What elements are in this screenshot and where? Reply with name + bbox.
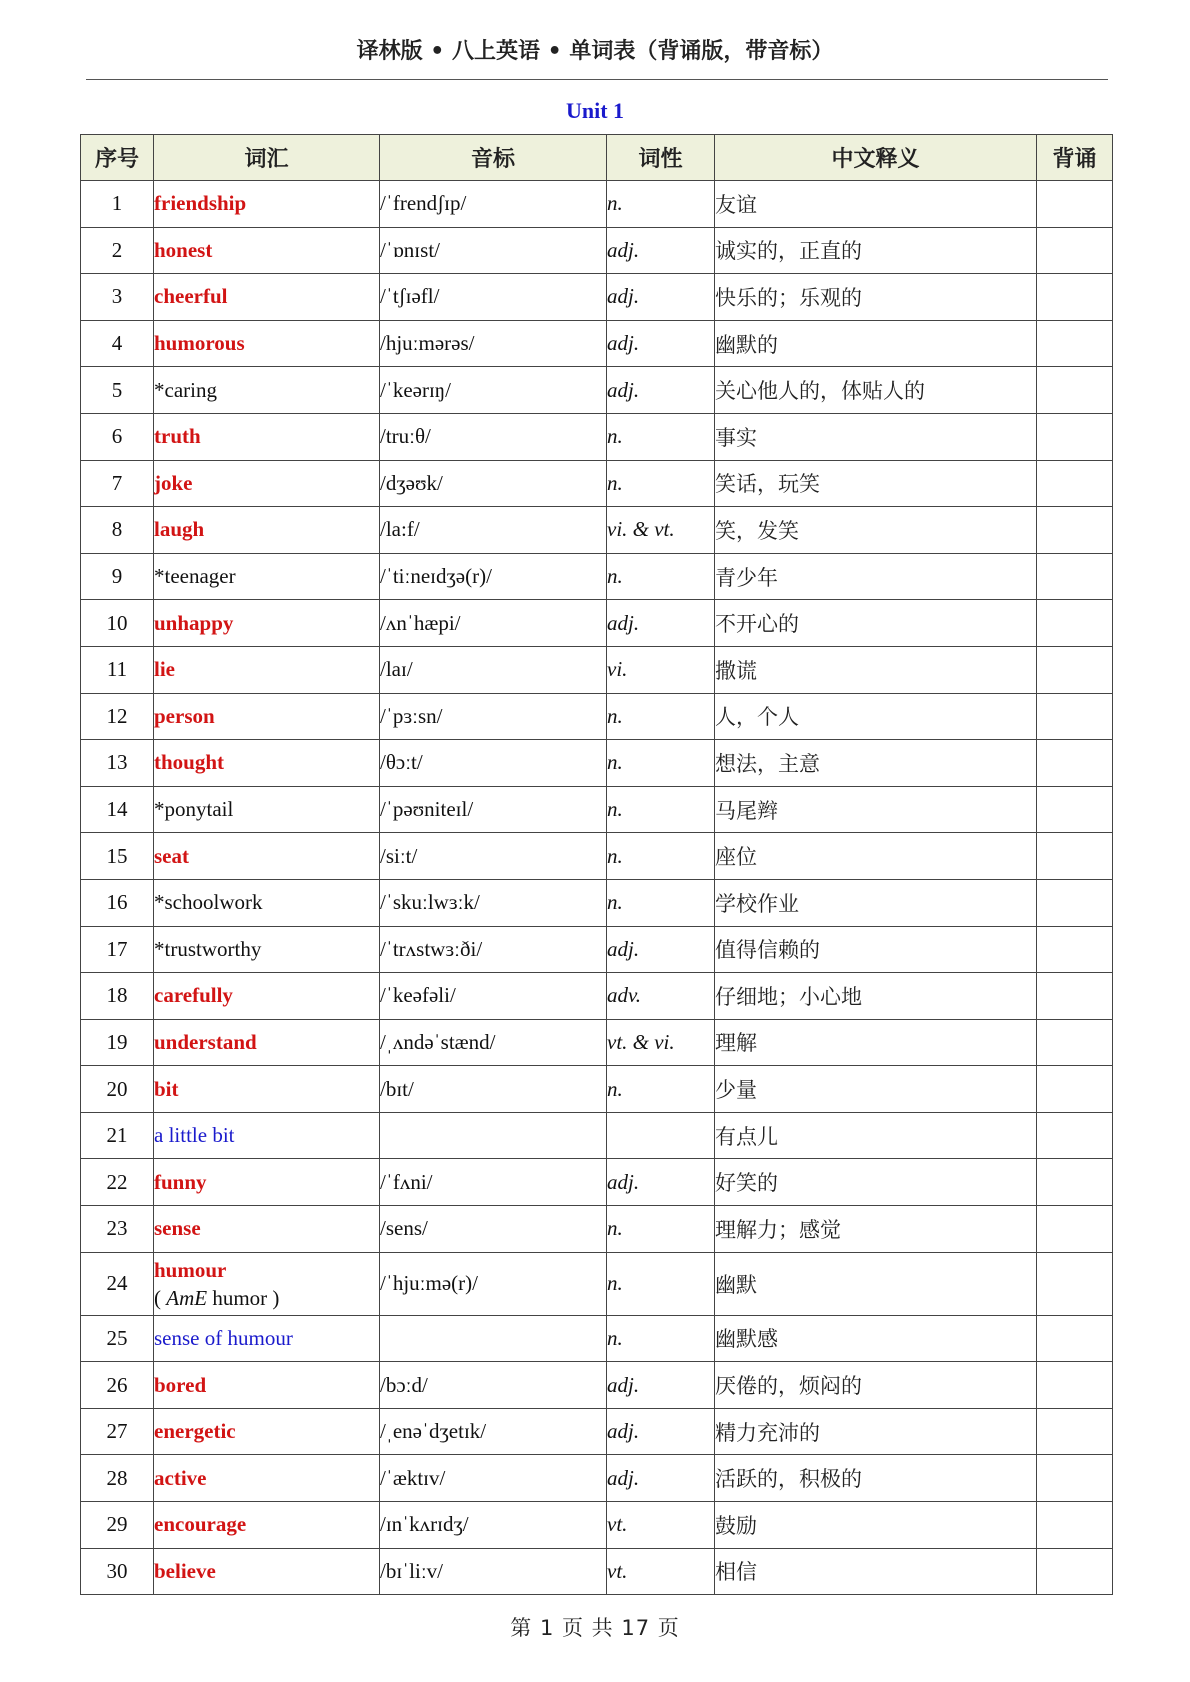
chinese-meaning: 座位: [715, 833, 1037, 880]
row-number: 18: [81, 973, 154, 1020]
table-row: [81, 367, 1113, 414]
recite-cell: [1037, 879, 1113, 926]
recite-cell: [1037, 1548, 1113, 1595]
vocab-word: [154, 879, 380, 926]
table-row: [81, 507, 1113, 554]
chinese-meaning: 相信: [715, 1548, 1037, 1595]
table-row: [81, 320, 1113, 367]
recite-cell: [1037, 460, 1113, 507]
row-number: 29: [81, 1502, 154, 1549]
chinese-meaning: 友谊: [715, 181, 1037, 228]
recite-cell: [1037, 740, 1113, 787]
phonetic: [380, 1315, 607, 1362]
row-number: 30: [81, 1548, 154, 1595]
vocab-word: [154, 320, 380, 367]
row-number: 16: [81, 879, 154, 926]
part-of-speech: n.: [607, 786, 715, 833]
row-number: 19: [81, 1019, 154, 1066]
recite-cell: [1037, 1159, 1113, 1206]
vocab-word-text: cheerful: [154, 284, 228, 309]
part-of-speech: n.: [607, 1252, 715, 1315]
table-row: [81, 1315, 1113, 1362]
part-of-speech: adj.: [607, 1408, 715, 1455]
row-number: 14: [81, 786, 154, 833]
vocab-word: [154, 786, 380, 833]
row-number: 25: [81, 1315, 154, 1362]
recite-cell: [1037, 926, 1113, 973]
phonetic: /ˈtʃɪəfl/: [380, 274, 607, 321]
header-word: 词汇: [154, 135, 380, 181]
table-row: [81, 1019, 1113, 1066]
part-of-speech: n.: [607, 693, 715, 740]
part-of-speech: n.: [607, 553, 715, 600]
recite-cell: [1037, 553, 1113, 600]
chinese-meaning: 笑，发笑: [715, 507, 1037, 554]
table-row: [81, 646, 1113, 693]
header-phonetic: 音标: [380, 135, 607, 181]
table-row: [81, 693, 1113, 740]
table-row: [81, 1408, 1113, 1455]
vocab-word-text: active: [154, 1465, 207, 1490]
vocabulary-table: [80, 134, 1113, 1595]
vocab-word-text: unhappy: [154, 610, 234, 635]
vocab-word-text: bored: [154, 1372, 207, 1397]
phonetic: /laɪ/: [380, 646, 607, 693]
vocab-word: [154, 1502, 380, 1549]
recite-cell: [1037, 367, 1113, 414]
part-of-speech: n.: [607, 1206, 715, 1253]
recite-cell: [1037, 1252, 1113, 1315]
vocab-word: [154, 1362, 380, 1409]
chinese-meaning: 诚实的，正直的: [715, 227, 1037, 274]
unit-heading: Unit 1: [565, 98, 625, 123]
table-row: [81, 181, 1113, 228]
chinese-meaning: 理解: [715, 1019, 1037, 1066]
recite-cell: [1037, 693, 1113, 740]
part-of-speech: adj.: [607, 367, 715, 414]
table-row: [81, 460, 1113, 507]
vocab-word-text: friendship: [154, 191, 247, 216]
chinese-meaning: 快乐的；乐观的: [715, 274, 1037, 321]
recite-cell: [1037, 181, 1113, 228]
recite-cell: [1037, 833, 1113, 880]
chinese-meaning: 学校作业: [715, 879, 1037, 926]
vocab-word-text: humour: [154, 1257, 227, 1282]
chinese-meaning: 好笑的: [715, 1159, 1037, 1206]
table-header-row: [81, 135, 1113, 181]
part-of-speech: [607, 1112, 715, 1159]
table-row: [81, 786, 1113, 833]
part-of-speech: vt. & vi.: [607, 1019, 715, 1066]
chinese-meaning: 值得信赖的: [715, 926, 1037, 973]
vocab-word: [154, 1548, 380, 1595]
chinese-meaning: 事实: [715, 413, 1037, 460]
row-number: 21: [81, 1112, 154, 1159]
part-of-speech: vt.: [607, 1502, 715, 1549]
phonetic: /ˈtiːneɪdʒə(r)/: [380, 553, 607, 600]
row-number: 1: [81, 181, 154, 228]
recite-cell: [1037, 320, 1113, 367]
recite-cell: [1037, 786, 1113, 833]
part-of-speech: n.: [607, 1315, 715, 1362]
vocab-word-text: energetic: [154, 1419, 236, 1444]
table-row: [81, 1548, 1113, 1595]
vocab-word: [154, 646, 380, 693]
phonetic: /ˈkeərɪŋ/: [380, 367, 607, 414]
vocab-word: [154, 553, 380, 600]
vocab-word: [154, 1455, 380, 1502]
chinese-meaning: 关心他人的，体贴人的: [715, 367, 1037, 414]
row-number: 17: [81, 926, 154, 973]
vocab-word-text: encourage: [154, 1512, 247, 1537]
part-of-speech: adj.: [607, 227, 715, 274]
part-of-speech: vi. & vt.: [607, 507, 715, 554]
recite-cell: [1037, 1362, 1113, 1409]
header-number: 序号: [81, 135, 154, 181]
vocab-word: [154, 833, 380, 880]
vocab-word: [154, 1206, 380, 1253]
chinese-meaning: 厌倦的，烦闷的: [715, 1362, 1037, 1409]
phonetic: /ˌenəˈdʒetɪk/: [380, 1408, 607, 1455]
part-of-speech: adj.: [607, 600, 715, 647]
recite-cell: [1037, 1066, 1113, 1113]
vocab-word-text: *trustworthy: [154, 936, 262, 961]
phonetic: /ˈhjuːmə(r)/: [380, 1252, 607, 1315]
table-row: [81, 274, 1113, 321]
recite-cell: [1037, 1112, 1113, 1159]
chinese-meaning: 幽默的: [715, 320, 1037, 367]
part-of-speech: n.: [607, 460, 715, 507]
table-row: [81, 740, 1113, 787]
vocab-word: [154, 1019, 380, 1066]
variant-label: AmE: [166, 1285, 208, 1310]
title-divider: [86, 79, 1108, 80]
row-number: 7: [81, 460, 154, 507]
recite-cell: [1037, 600, 1113, 647]
phonetic: /ʌnˈhæpi/: [380, 600, 607, 647]
vocab-word-text: a little bit: [154, 1123, 235, 1148]
vocab-word: [154, 367, 380, 414]
vocab-word: [154, 507, 380, 554]
header-recite: 背诵: [1037, 135, 1113, 181]
phonetic: /ˌʌndəˈstænd/: [380, 1019, 607, 1066]
table-row: [81, 1252, 1113, 1315]
vocabulary-table-body: [81, 181, 1113, 1595]
row-number: 5: [81, 367, 154, 414]
row-number: 13: [81, 740, 154, 787]
phonetic: /ˈpɜːsn/: [380, 693, 607, 740]
phonetic: [380, 1112, 607, 1159]
chinese-meaning: 精力充沛的: [715, 1408, 1037, 1455]
vocab-word: [154, 1408, 380, 1455]
row-number: 27: [81, 1408, 154, 1455]
header-chinese-meaning: 中文释义: [715, 135, 1037, 181]
row-number: 12: [81, 693, 154, 740]
vocab-word-text: understand: [154, 1029, 257, 1054]
vocab-word: [154, 973, 380, 1020]
vocab-word-text: bit: [154, 1076, 179, 1101]
row-number: 20: [81, 1066, 154, 1113]
part-of-speech: n.: [607, 413, 715, 460]
phonetic: /ˈæktɪv/: [380, 1455, 607, 1502]
part-of-speech: adj.: [607, 274, 715, 321]
row-number: 24: [81, 1252, 154, 1315]
vocab-word-text: truth: [154, 424, 201, 449]
phonetic: /ˈɒnɪst/: [380, 227, 607, 274]
page-title: 译林版 • 八上英语 • 单词表（背诵版，带音标）: [356, 39, 834, 64]
phonetic: /bɔːd/: [380, 1362, 607, 1409]
vocab-word: [154, 600, 380, 647]
vocab-word-text: joke: [154, 470, 193, 495]
chinese-meaning: 有点儿: [715, 1112, 1037, 1159]
vocab-word-text: sense: [154, 1216, 201, 1241]
vocab-word: [154, 227, 380, 274]
row-number: 3: [81, 274, 154, 321]
row-number: 2: [81, 227, 154, 274]
phonetic: /ˈtrʌstwɜːði/: [380, 926, 607, 973]
vocab-word: [154, 1066, 380, 1113]
vocab-word-variant: [154, 1284, 379, 1312]
vocab-word: [154, 181, 380, 228]
table-row: [81, 1206, 1113, 1253]
part-of-speech: adj.: [607, 1455, 715, 1502]
table-row: [81, 879, 1113, 926]
recite-cell: [1037, 973, 1113, 1020]
vocab-word: [154, 740, 380, 787]
vocab-word-text: laugh: [154, 517, 205, 542]
table-row: [81, 227, 1113, 274]
vocab-word-text: believe: [154, 1558, 216, 1583]
chinese-meaning: 少量: [715, 1066, 1037, 1113]
vocab-word-text: humorous: [154, 331, 245, 356]
table-row: [81, 600, 1113, 647]
vocab-word: [154, 274, 380, 321]
vocab-word-text: *schoolwork: [154, 890, 263, 915]
table-row: [81, 1502, 1113, 1549]
recite-cell: [1037, 227, 1113, 274]
row-number: 8: [81, 507, 154, 554]
part-of-speech: adj.: [607, 1159, 715, 1206]
vocab-word: [154, 1315, 380, 1362]
row-number: 15: [81, 833, 154, 880]
vocab-word-text: honest: [154, 237, 213, 262]
row-number: 4: [81, 320, 154, 367]
row-number: 22: [81, 1159, 154, 1206]
phonetic: /sens/: [380, 1206, 607, 1253]
table-row: [81, 973, 1113, 1020]
chinese-meaning: 人，个人: [715, 693, 1037, 740]
phonetic: /ˈfrendʃɪp/: [380, 181, 607, 228]
table-row: [81, 833, 1113, 880]
phonetic: /ˈfʌni/: [380, 1159, 607, 1206]
part-of-speech: n.: [607, 740, 715, 787]
part-of-speech: adj.: [607, 926, 715, 973]
phonetic: /ˈkeəfəli/: [380, 973, 607, 1020]
vocab-word: [154, 693, 380, 740]
vocab-word: [154, 1112, 380, 1159]
vocab-word: [154, 926, 380, 973]
variant-word: humor ): [207, 1285, 280, 1310]
row-number: 11: [81, 646, 154, 693]
recite-cell: [1037, 507, 1113, 554]
recite-cell: [1037, 413, 1113, 460]
phonetic: /θɔːt/: [380, 740, 607, 787]
part-of-speech: adj.: [607, 320, 715, 367]
vocab-word-text: person: [154, 703, 215, 728]
recite-cell: [1037, 1502, 1113, 1549]
part-of-speech: adj.: [607, 1362, 715, 1409]
table-row: [81, 1455, 1113, 1502]
chinese-meaning: 笑话，玩笑: [715, 460, 1037, 507]
table-row: [81, 1066, 1113, 1113]
table-row: [81, 926, 1113, 973]
row-number: 23: [81, 1206, 154, 1253]
chinese-meaning: 活跃的，积极的: [715, 1455, 1037, 1502]
vocab-word: [154, 1159, 380, 1206]
vocab-word-text: seat: [154, 843, 189, 868]
vocab-word-text: thought: [154, 750, 225, 775]
vocab-word-text: funny: [154, 1169, 207, 1194]
chinese-meaning: 撒谎: [715, 646, 1037, 693]
vocab-word-text: *teenager: [154, 564, 236, 589]
vocab-word-text: *caring: [154, 377, 217, 402]
row-number: 10: [81, 600, 154, 647]
recite-cell: [1037, 1019, 1113, 1066]
phonetic: /ˈpəʊniteɪl/: [380, 786, 607, 833]
table-row: [81, 1159, 1113, 1206]
vocab-word: [154, 460, 380, 507]
phonetic: /siːt/: [380, 833, 607, 880]
vocab-word-text: lie: [154, 657, 175, 682]
part-of-speech: n.: [607, 1066, 715, 1113]
chinese-meaning: 幽默感: [715, 1315, 1037, 1362]
recite-cell: [1037, 1408, 1113, 1455]
part-of-speech: adv.: [607, 973, 715, 1020]
chinese-meaning: 仔细地；小心地: [715, 973, 1037, 1020]
recite-cell: [1037, 1206, 1113, 1253]
phonetic: /hjuːmərəs/: [380, 320, 607, 367]
table-row: [81, 1112, 1113, 1159]
chinese-meaning: 鼓励: [715, 1502, 1037, 1549]
vocab-word: [154, 1252, 380, 1315]
row-number: 28: [81, 1455, 154, 1502]
page-footer: 第 1 页 共 17 页: [510, 1616, 680, 1640]
recite-cell: [1037, 1315, 1113, 1362]
chinese-meaning: 马尾辫: [715, 786, 1037, 833]
vocab-word: [154, 413, 380, 460]
phonetic: /bɪˈliːv/: [380, 1548, 607, 1595]
part-of-speech: n.: [607, 879, 715, 926]
recite-cell: [1037, 1455, 1113, 1502]
part-of-speech: vt.: [607, 1548, 715, 1595]
chinese-meaning: 青少年: [715, 553, 1037, 600]
vocab-word-text: sense of humour: [154, 1325, 293, 1350]
part-of-speech: vi.: [607, 646, 715, 693]
phonetic: /dʒəʊk/: [380, 460, 607, 507]
vocab-word-text: carefully: [154, 983, 233, 1008]
table-row: [81, 1362, 1113, 1409]
variant-prefix: (: [154, 1285, 167, 1310]
phonetic: /ˈskuːlwɜːk/: [380, 879, 607, 926]
table-row: [81, 553, 1113, 600]
recite-cell: [1037, 646, 1113, 693]
chinese-meaning: 想法，主意: [715, 740, 1037, 787]
chinese-meaning: 幽默: [715, 1252, 1037, 1315]
phonetic: /la:f/: [380, 507, 607, 554]
recite-cell: [1037, 274, 1113, 321]
table-row: [81, 413, 1113, 460]
part-of-speech: n.: [607, 181, 715, 228]
row-number: 6: [81, 413, 154, 460]
row-number: 9: [81, 553, 154, 600]
chinese-meaning: 不开心的: [715, 600, 1037, 647]
part-of-speech: n.: [607, 833, 715, 880]
header-part-of-speech: 词性: [607, 135, 715, 181]
row-number: 26: [81, 1362, 154, 1409]
phonetic: /truːθ/: [380, 413, 607, 460]
phonetic: /bɪt/: [380, 1066, 607, 1113]
phonetic: /ɪnˈkʌrɪdʒ/: [380, 1502, 607, 1549]
chinese-meaning: 理解力；感觉: [715, 1206, 1037, 1253]
vocab-word-text: *ponytail: [154, 797, 234, 822]
